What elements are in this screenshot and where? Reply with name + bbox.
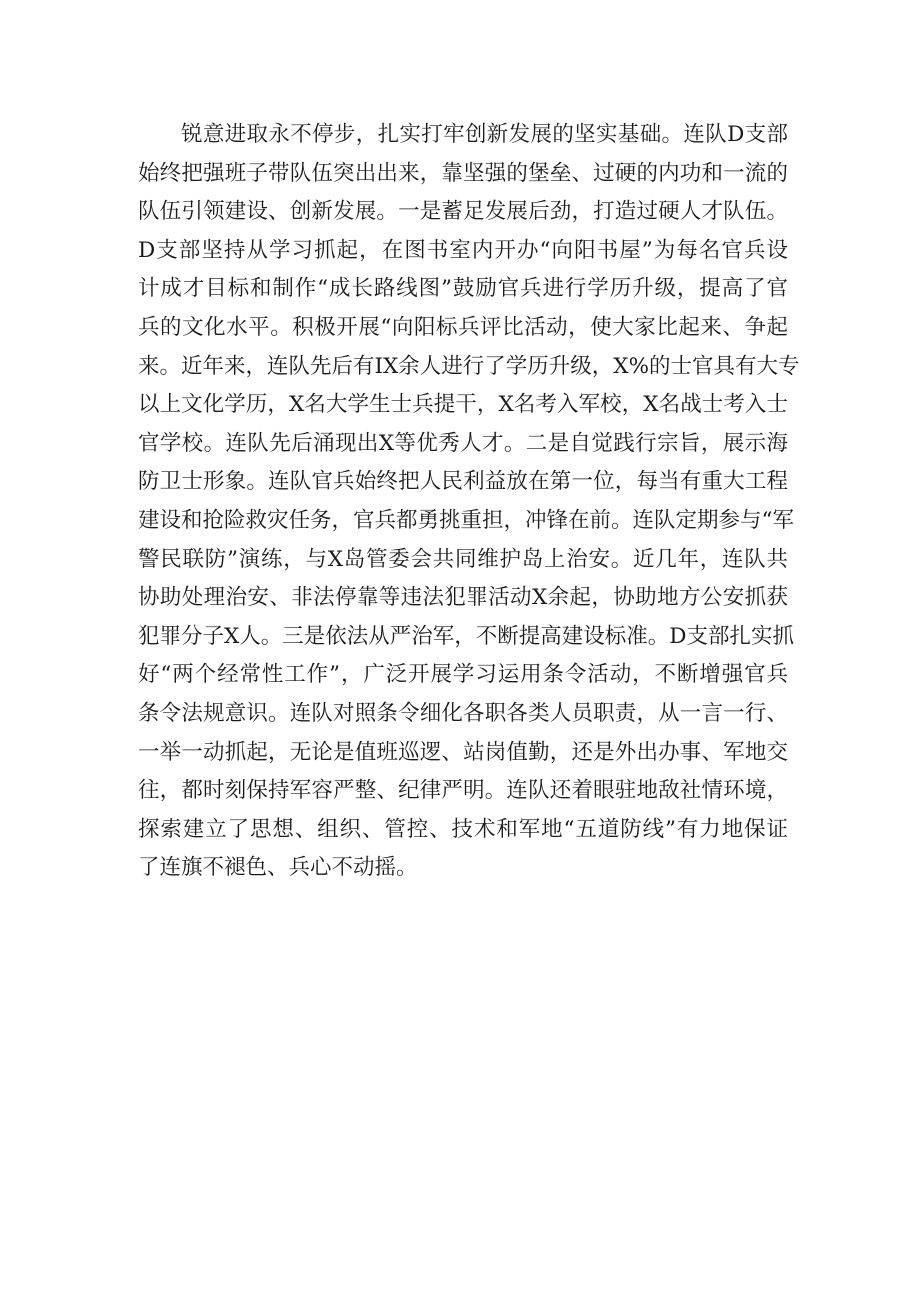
paragraph-line: 了连旗不褪色、兵心不动摇。 [138, 855, 418, 881]
paragraph-line: 始终把强班子带队伍突出出来，靠坚强的堡垒、过硬的内功和一流的 [138, 160, 788, 186]
paragraph-line: 好“两个经常性工作”，广泛开展学习运用条令活动，不断增强官兵 [138, 662, 788, 688]
paragraph-line: 锐意进取永不停步，扎实打牢创新发展的坚实基础。连队D支部 [181, 122, 788, 147]
paragraph-line: 往，都时刻保持军容严整、纪律严明。连队还着眼驻地敌社情环境， [138, 778, 788, 804]
paragraph-line: 官学校。连队先后涌现出X等优秀人才。二是自觉践行宗旨，展示海 [138, 430, 788, 456]
body-paragraph [138, 116, 800, 888]
paragraph-line: 条令法规意识。连队对照条令细化各职各类人员职责，从一言一行、 [138, 700, 788, 726]
paragraph-line: 犯罪分子X人。三是依法从严治军，不断提高建设标准。D支部扎实抓 [138, 623, 795, 649]
paragraph-line: 一举一动抓起，无论是值班巡逻、站岗值勤，还是外出办事、军地交 [138, 739, 788, 765]
paragraph-line: 探索建立了思想、组织、管控、技术和军地“五道防线”有力地保证 [138, 816, 788, 842]
paragraph-line: 兵的文化水平。积极开展“向阳标兵评比活动，使大家比起来、争起 [138, 314, 788, 340]
paragraph-line: 以上文化学历，X名大学生士兵提干，X名考入军校，X名战士考入士 [138, 392, 788, 418]
paragraph-line: 协助处理治安、非法停靠等违法犯罪活动X余起，协助地方公安抓获 [138, 585, 788, 611]
paragraph-line: 计成才目标和制作“成长路线图”鼓励官兵进行学历升级，提高了官 [138, 276, 788, 302]
paragraph-line: 来。近年来，连队先后有IX余人进行了学历升级，X%的士官具有大专 [138, 353, 800, 379]
paragraph-line: D支部坚持从学习抓起，在图书室内开办“向阳书屋”为每名官兵设 [138, 237, 788, 263]
paragraph-line: 防卫士形象。连队官兵始终把人民利益放在第一位，每当有重大工程 [138, 469, 788, 495]
paragraph-line: 队伍引领建设、创新发展。一是蓄足发展后劲，打造过硬人才队伍。 [138, 199, 788, 225]
paragraph-line: 建设和抢险救灾任务，官兵都勇挑重担，冲锋在前。连队定期参与“军 [138, 507, 794, 533]
paragraph-line: 警民联防”演练，与X岛管委会共同维护岛上治安。近几年，连队共 [138, 546, 788, 572]
